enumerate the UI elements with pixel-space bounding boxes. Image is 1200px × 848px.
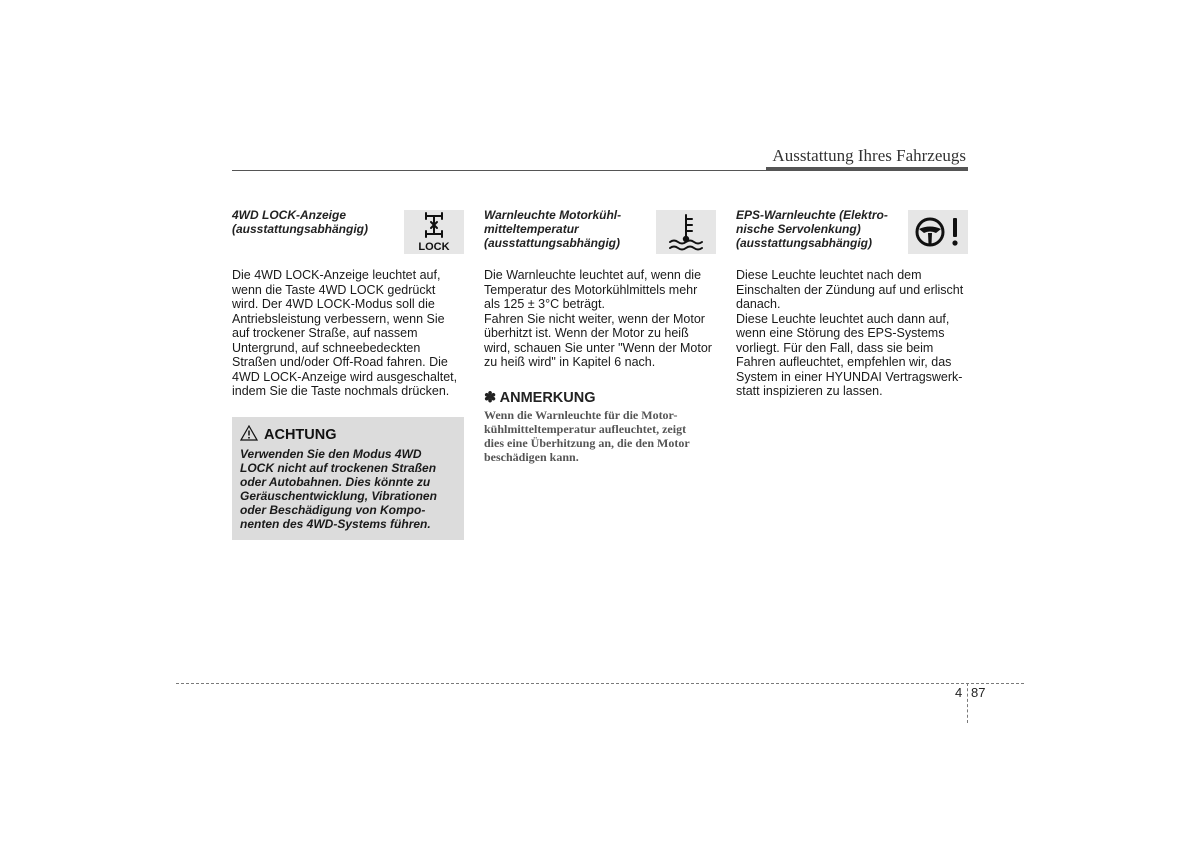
note-heading: ✽ ANMERKUNG [484, 389, 596, 406]
section-coolant-temperature [484, 208, 716, 464]
section-eps-warning [736, 208, 968, 399]
warning-title: ACHTUNG [264, 426, 337, 443]
footer-divider [176, 683, 1024, 684]
section-4wd-lock [232, 208, 464, 540]
section-body: Diese Leuchte leuchtet nach dem Einschalten der Zündung auf und erlischt danach. Diese Leuchte leuchtet auch dann auf, wenn eine Störung des EPS-Systems vorliegt. Für den Fall, dass sie beim Fahren aufleuchtet, empfehlen wir, das System in einer HYUNDAI Vertragswerk- statt inspizieren zu lassen. [736, 268, 964, 398]
4wd-lock-icon [404, 210, 464, 254]
coolant-temperature-icon [656, 210, 716, 254]
eps-steering-warning-icon [908, 210, 968, 254]
section-body: Die 4WD LOCK-Anzeige leuchtet auf, wenn die Taste 4WD LOCK gedrückt wird. Der 4WD LOCK-Modus soll die Antriebsleistung verbessern, wenn Sie auf trockener Straße, auf nassem Untergrund, auf schneebedeckten Straßen und/oder Off-Road fahren. Die 4WD LOCK-Anzeige wird ausgeschaltet, indem Sie die Taste nochmals drücken. [232, 268, 458, 398]
section-heading: EPS-Warnleuchte (Elektro- nische Servolenkung) (ausstattungsabhängig) [736, 208, 888, 250]
section-heading: Warnleuchte Motorkühl- mitteltemperatur (ausstattungsabhängig) [484, 208, 622, 250]
warning-box [232, 417, 464, 540]
warning-text: Verwenden Sie den Modus 4WD LOCK nicht auf trockenen Straßen oder Autobahnen. Dies könnte zu Geräuschentwicklung, Vibrationen oder Beschädigung von Kompo- nenten des 4WD-Systems führen. [240, 446, 437, 531]
chapter-number: 4 [955, 685, 963, 700]
section-body: Die Warnleuchte leuchtet auf, wenn die Temperatur des Motorkühlmittels mehr als 125 ± 3°C beträgt. Fahren Sie nicht weiter, wenn der Motor überhitzt ist. Wenn der Motor zu heiß wird, schauen Sie unter "Wenn der Motor zu heiß wird" in Kapitel 6 nach. [484, 268, 712, 369]
footer-separator [967, 683, 968, 723]
page-header-title: Ausstattung Ihres Fahrzeugs [772, 146, 966, 165]
section-heading: 4WD LOCK-Anzeige (ausstattungsabhängig) [232, 208, 369, 236]
warning-triangle-icon [240, 425, 258, 445]
note-text: Wenn die Warnleuchte für die Motor- kühlmitteltemperatur aufleuchtet, zeigt dies eine Überhitzung an, die den Motor beschädigen kann. [484, 407, 690, 464]
page-number: 87 [971, 685, 986, 700]
warning-heading [240, 425, 456, 445]
header-accent-bar [766, 167, 968, 171]
icon-label: LOCK [418, 241, 450, 253]
